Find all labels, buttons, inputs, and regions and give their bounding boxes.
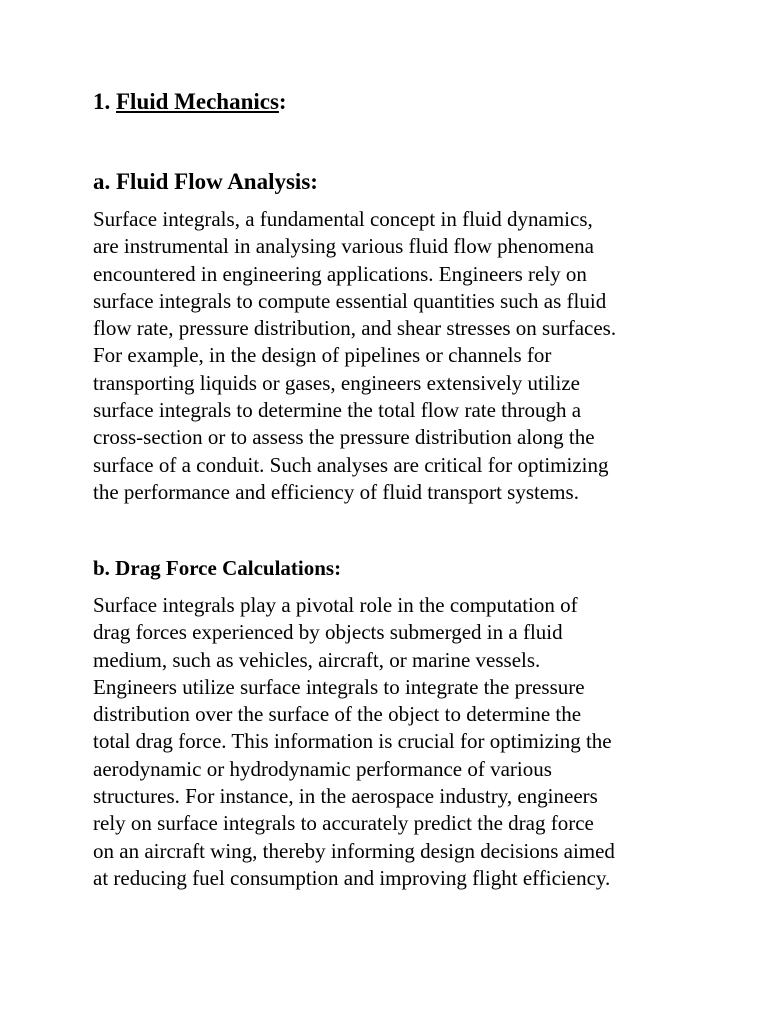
paragraph-line: Surface integrals play a pivotal role in the computation of [93,593,578,617]
paragraph-line: flow rate, pressure distribution, and shear stresses on surfaces. [93,316,617,341]
paragraph-line: cross-section or to assess the pressure distribution along the [93,425,595,450]
paragraph-line: aerodynamic or hydrodynamic performance of various [93,756,552,781]
section-number: 1. [93,89,111,114]
paragraph-line: are instrumental in analysing various fluid flow phenomena [93,234,594,259]
paragraph-line: drag forces experienced by objects submerged in a fluid [93,620,563,645]
paragraph-line: Engineers utilize surface integrals to integrate the pressure [93,674,585,699]
paragraph-line: transporting liquids or gases, engineers extensively utilize [93,370,580,395]
paragraph-line: structures. For instance, in the aerospace industry, engineers [93,784,598,809]
paragraph-line: total drag force. This information is crucial for optimizing the [93,729,612,754]
paragraph-line: Surface integrals, a fundamental concept in fluid dynamics, [93,207,593,231]
paragraph-line: the performance and efficiency of fluid transport systems. [93,479,579,504]
paragraph-line: at reducing fuel consumption and improving flight efficiency. [93,865,611,890]
paragraph-line: surface integrals to compute essential quantities such as fluid [93,288,607,313]
paragraph-line: encountered in engineering applications. Engineers rely on [93,261,587,286]
subsection-heading-drag-force: b. Drag Force Calculations: [93,556,342,580]
paragraph-line: For example, in the design of pipelines or channels for [93,343,552,368]
paragraph-line: rely on surface integrals to accurately predict the drag force [93,811,594,836]
paragraph-line: medium, such as vehicles, aircraft, or marine vessels. [93,647,541,672]
paragraph-fluid-flow [93,206,693,506]
section-title: Fluid Mechanics [116,89,279,114]
paragraph-line: on an aircraft wing, thereby informing design decisions aimed [93,838,615,863]
subsection-heading-fluid-flow: a. Fluid Flow Analysis: [93,169,318,194]
paragraph-line: surface of a conduit. Such analyses are critical for optimizing [93,452,609,477]
paragraph-drag-force [93,592,693,892]
section-heading [93,88,287,116]
section-title-colon: : [278,89,287,114]
paragraph-line: distribution over the surface of the object to determine the [93,702,582,727]
paragraph-line: surface integrals to determine the total flow rate through a [93,398,582,423]
